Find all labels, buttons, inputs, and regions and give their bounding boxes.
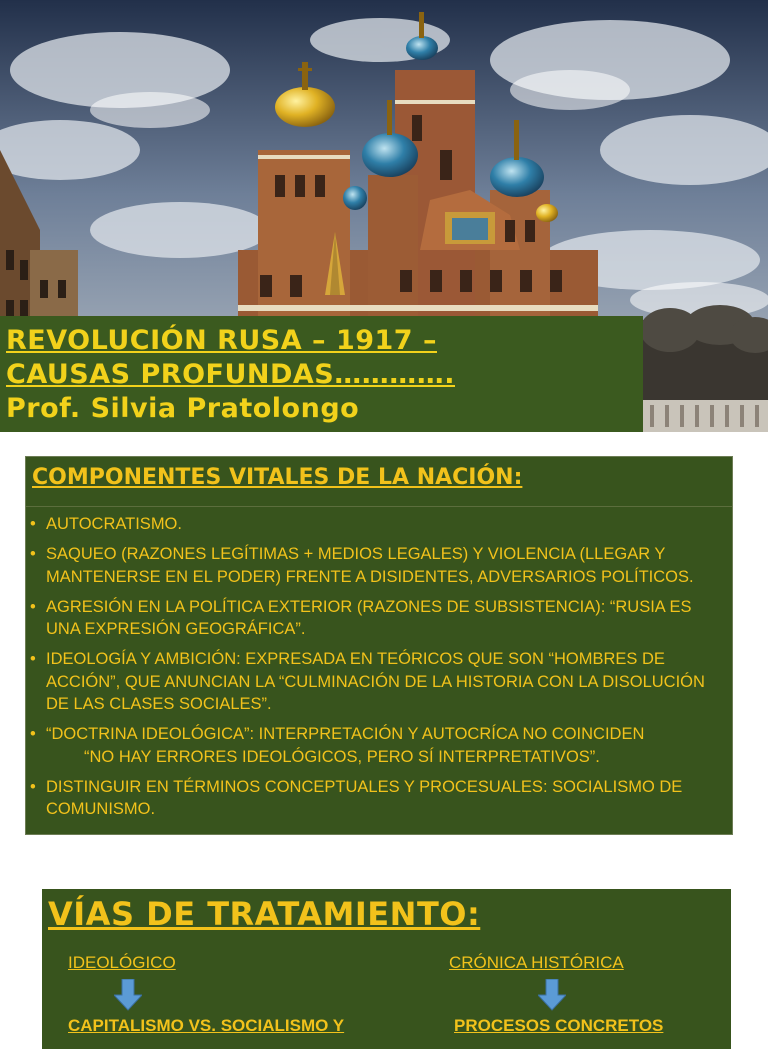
cronica-historica-label: CRÓNICA HISTÓRICA <box>449 953 624 972</box>
list-item: • DISTINGUIR EN TÉRMINOS CONCEPTUALES Y PROCESUALES: SOCIALISMO DE COMUNISMO. <box>30 776 726 821</box>
components-list <box>26 507 732 821</box>
list-item-text: “DOCTRINA IDEOLÓGICA”: INTERPRETACIÓN Y AUTOCRÍCA NO COINCIDEN <box>46 725 645 743</box>
down-arrow-icon <box>538 979 566 1011</box>
list-item: • AGRESIÓN EN LA POLÍTICA EXTERIOR (RAZONES DE SUBSISTENCIA): “RUSIA ES UNA EXPRESIÓN GEOGRÁFICA”. <box>30 596 726 641</box>
title-line-1: REVOLUCIÓN RUSA – 1917 – <box>6 325 437 356</box>
components-heading: COMPONENTES VITALES DE LA NACIÓN: <box>32 465 523 490</box>
list-item-doctrina <box>30 723 726 768</box>
components-heading-bar <box>26 457 732 507</box>
cronica-detail: PROCESOS CONCRETOS <box>454 1016 664 1035</box>
down-arrow-icon <box>114 979 142 1011</box>
list-item: • AUTOCRATISMO. <box>30 513 726 536</box>
list-item: • SAQUEO (RAZONES LEGÍTIMAS + MEDIOS LEGALES) Y VIOLENCIA (LLEGAR Y MANTENERSE EN EL PODER) FRENTE A DISIDENTES, ADVERSARIOS POLÍTICOS. <box>30 543 726 588</box>
title-line-2: CAUSAS PROFUNDAS…………. <box>6 359 455 390</box>
ideologico-label: IDEOLÓGICO <box>68 953 176 972</box>
title-box <box>0 316 643 432</box>
list-item-continuation: “NO HAY ERRORES IDEOLÓGICOS, PERO SÍ INTERPRETATIVOS”. <box>84 747 600 766</box>
components-panel <box>25 456 733 835</box>
ideologico-detail: CAPITALISMO VS. SOCIALISMO Y <box>68 1016 345 1035</box>
list-item: • IDEOLOGÍA Y AMBICIÓN: EXPRESADA EN TEÓRICOS QUE SON “HOMBRES DE ACCIÓN”, QUE ANUNCIAN LA “CULMINACIÓN DE LA HISTORIA CON LA DISOLUCIÓN DE LAS CLASES SOCIALES”. <box>30 648 726 716</box>
author-name: Prof. Silvia Pratolongo <box>6 393 360 424</box>
vias-panel <box>42 889 731 1049</box>
vias-heading: VÍAS DE TRATAMIENTO: <box>48 895 481 933</box>
